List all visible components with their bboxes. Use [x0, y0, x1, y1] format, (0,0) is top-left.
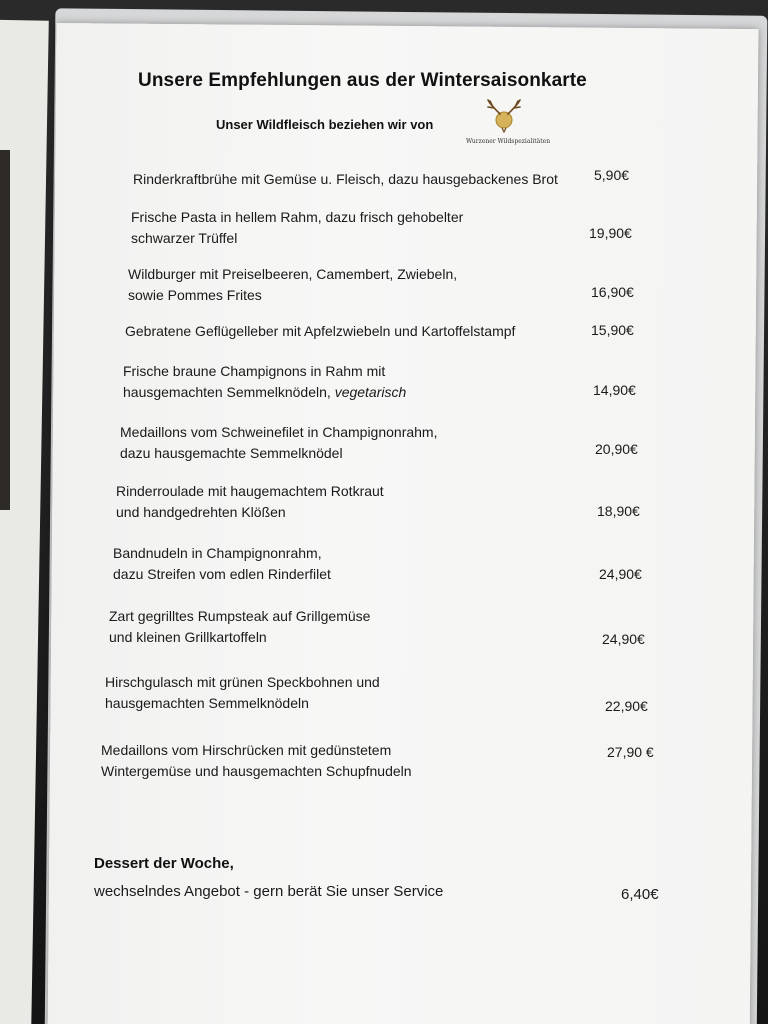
menu-item-line-2: hausgemachten Semmelknödeln — [105, 695, 309, 711]
vegetarian-label: vegetarisch — [334, 384, 407, 400]
supplier-logo — [466, 98, 551, 150]
menu-item — [113, 543, 331, 585]
menu-item-line-2: sowie Pommes Frites — [128, 287, 262, 303]
menu-item-line-2: dazu hausgemachte Semmelknödel — [120, 445, 343, 461]
menu-item-price: 24,90€ — [599, 566, 642, 582]
menu-item — [128, 264, 457, 306]
menu-item-price: 14,90€ — [593, 382, 636, 398]
menu-item-line-1: Wildburger mit Preiselbeeren, Camembert, Zwiebeln, — [128, 266, 458, 282]
supplier-logo-text: Wurzener Wildspezialitäten — [466, 138, 551, 145]
dessert-title: Dessert der Woche, — [94, 855, 234, 872]
menu-item-price: 16,90€ — [591, 284, 634, 300]
menu-item — [120, 422, 438, 464]
menu-item-line-1: Hirschgulasch mit grünen Speckbohnen und — [105, 674, 380, 690]
menu-item — [105, 672, 380, 714]
menu-item-line-1: Frische Pasta in hellem Rahm, dazu frisch gehobelter — [131, 209, 464, 225]
menu-item — [133, 169, 558, 190]
menu-title: Unsere Empfehlungen aus der Wintersaisonkarte — [138, 70, 587, 91]
menu-item-line-2: und kleinen Grillkartoffeln — [109, 629, 267, 645]
menu-item-line-1: Frische braune Champignons in Rahm mit — [123, 363, 386, 379]
menu-item-price: 22,90€ — [605, 698, 648, 714]
menu-item-price: 19,90€ — [589, 225, 632, 241]
dessert-price: 6,40€ — [621, 886, 659, 903]
menu-item-line-1: Bandnudeln in Champignonrahm, — [113, 545, 322, 561]
menu-item — [125, 321, 515, 342]
menu-item-line-1: Medaillons vom Schweinefilet in Champignonrahm, — [120, 424, 438, 440]
menu-item-line-1: Zart gegrilltes Rumpsteak auf Grillgemüse — [109, 608, 371, 624]
menu-item — [131, 207, 463, 249]
menu-item-price: 27,90 € — [607, 744, 654, 760]
menu-item — [109, 606, 370, 648]
menu-item-line-2: und handgedrehten Klößen — [116, 504, 286, 520]
supplier-note: Unser Wildfleisch beziehen wir von — [216, 117, 434, 132]
menu-item-line-2: schwarzer Trüffel — [131, 230, 238, 246]
menu-item-price: 20,90€ — [595, 441, 638, 457]
menu-item — [116, 481, 384, 523]
menu-item-price: 24,90€ — [602, 631, 645, 647]
menu-item-line-1: Rinderkraftbrühe mit Gemüse u. Fleisch, dazu hausgebackenes Brot — [133, 171, 558, 187]
menu-item-price: 5,90€ — [594, 167, 630, 183]
menu-item-line-2: dazu Streifen vom edlen Rinderfilet — [113, 566, 331, 582]
menu-item-line-1: Rinderroulade mit haugemachtem Rotkraut — [116, 483, 384, 499]
dessert-description: wechselndes Angebot - gern berät Sie unser Service — [94, 883, 444, 900]
menu-item-line-2: hausgemachten Semmelknödeln, vegetarisch — [123, 384, 407, 400]
menu-item-line-1: Medaillons vom Hirschrücken mit gedünstetem — [101, 742, 392, 758]
menu-item — [123, 361, 406, 403]
deer-antler-icon — [466, 98, 542, 138]
menu-item-line-1: Gebratene Geflügelleber mit Apfelzwiebeln und Kartoffelstampf — [125, 323, 516, 339]
menu-item — [101, 740, 412, 782]
menu-item-price: 18,90€ — [597, 503, 640, 519]
menu-item-line-2: Wintergemüse und hausgemachten Schupfnudeln — [101, 763, 412, 779]
menu-item-price: 15,90€ — [591, 322, 634, 338]
adjacent-page-edge — [0, 150, 10, 510]
